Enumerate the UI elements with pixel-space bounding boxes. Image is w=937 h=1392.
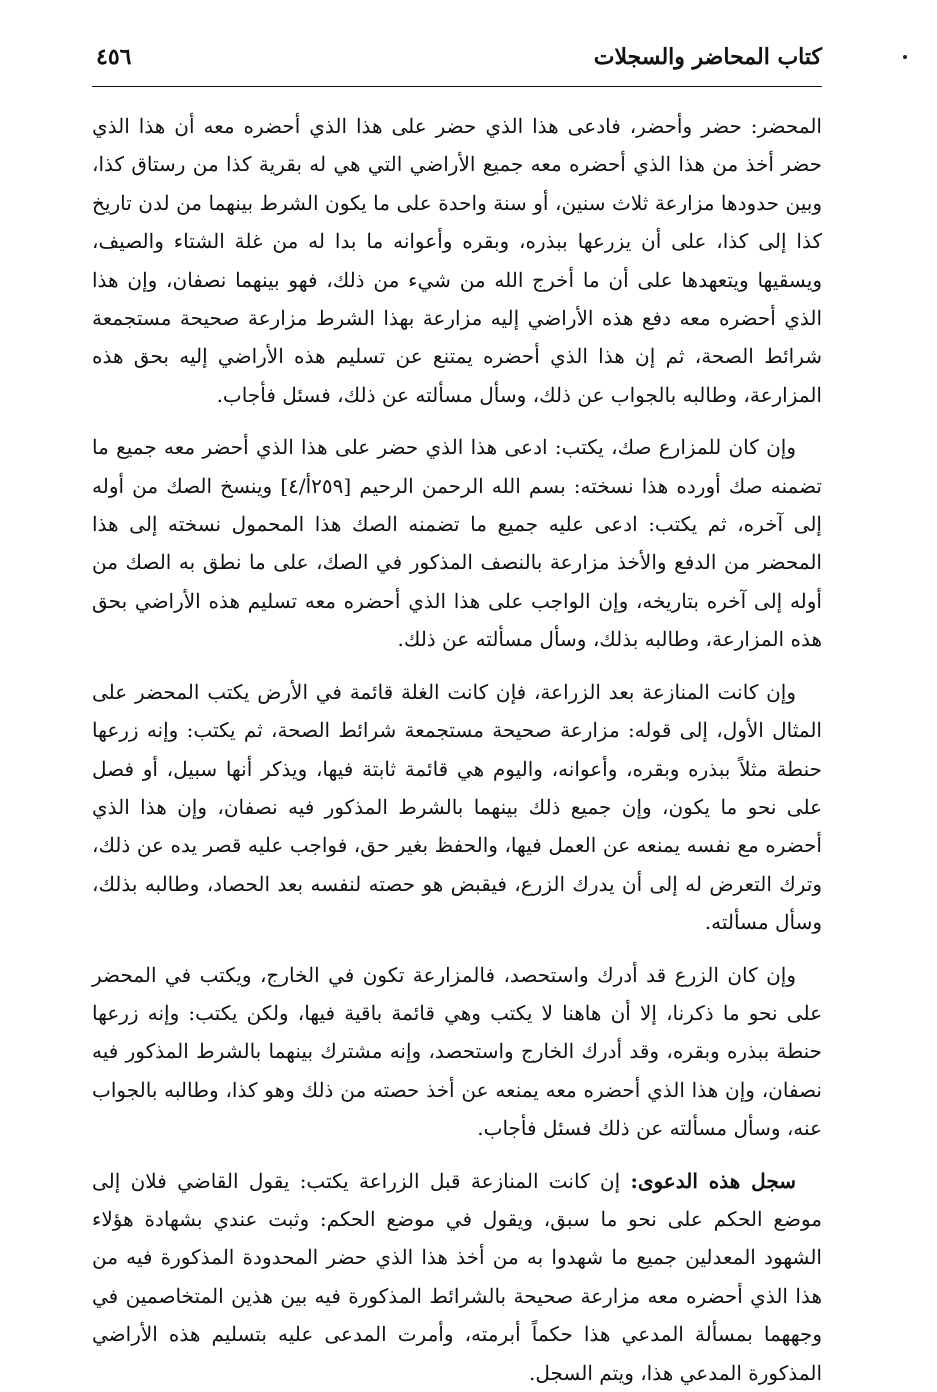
paragraph-text: وإن كان للمزارع صك، يكتب: ادعى هذا الذي حضر على هذا الذي أحضر معه جميع ما تضمنه صك أورده هذا نسخته: بسم الله الرحمن الرحيم [٢٥٩أ/٤] وينسخ الصك من أوله إلى آخره، ثم يكتب: ادعى عليه جميع ما تضمنه الصك هذا المحمول نسخته إلى هذا المحضر من الدفع والأخذ مزارعة بالنصف المذكور في الصك، على ما نطق به الصك من أوله إلى آخره بتاريخه، وإن الواجب على هذا الذي أحضره معه تسليم هذه الأراضي بحق هذه المزارعة، وطالبه بذلك، وسأل مسألته عن ذلك. bbox=[92, 435, 822, 652]
body-text bbox=[92, 107, 822, 1392]
paragraph-2 bbox=[92, 428, 822, 658]
paragraph-text: وإن كان الزرع قد أدرك واستحصد، فالمزارعة تكون في الخارج، ويكتب في المحضر على نحو ما ذكرنا، إلا أن هاهنا لا يكتب وهي قائمة باقية فيها، ولكن يكتب: وإنه زرعها حنطة ببذره وبقره، وقد أدرك الخارج واستحصد، وإنه مشترك بينهما بالشرط المذكور فيه نصفان، وإن هذا الذي أحضره معه يمنعه عن أخذ حصته من ذلك وهو كذا، وطالبه بالجواب عنه، وسأل مسألته عن ذلك فسئل فأجاب. bbox=[92, 962, 822, 1141]
paragraph-3 bbox=[92, 673, 822, 942]
page bbox=[92, 40, 822, 1385]
paragraph-5 bbox=[92, 1162, 822, 1392]
paragraph-text: المحضر: حضر وأحضر، فادعى هذا الذي حضر على هذا الذي أحضره معه أن هذا الذي حضر أخذ من هذا الذي أحضره معه جميع الأراضي التي هي له بقرية كذا من رستاق كذا، وبين حدودها مزارعة ثلاث سنين، أو سنة واحدة على ما يكون الشرط بينهما من لدن تاريخ كذا إلى كذا، على أن يزرعها ببذره، وبقره وأعوانه ما بدا له من غلة الشتاء والصيف، ويسقيها ويتعهدها على أن ما أخرج الله من شيء من ذلك، فهو بينهما نصفان، وإن هذا الذي أحضره معه دفع هذه الأراضي إليه مزارعة بهذا الشرط مزارعة صحيحة مستجمعة شرائط الصحة، ثم إن هذا الذي أحضره يمتنع عن تسليم هذه الأراضي إليه بحق هذه المزارعة، وطالبه بالجواب عن ذلك، وسأل مسألته عن ذلك، فسئل فأجاب. bbox=[92, 114, 822, 407]
paragraph-1 bbox=[92, 107, 822, 414]
paragraph-4 bbox=[92, 956, 822, 1148]
page-number: ٤٥٦ bbox=[96, 44, 132, 70]
section-heading: سجل هذه الدعوى: bbox=[630, 1168, 797, 1193]
margin-dot bbox=[903, 55, 907, 59]
paragraph-text: وإن كانت المنازعة بعد الزراعة، فإن كانت الغلة قائمة في الأرض يكتب المحضر على المثال الأول، إلى قوله: مزارعة صحيحة مستجمعة شرائط الصحة، ثم يكتب: وإنه زرعها حنطة مثلاً ببذره وبقره، وأعوانه، واليوم هي قائمة ثابتة فيها، ويذكر أنها سبيل، أو فصل على نحو ما يكون، وإن جميع ذلك بينهما بالشرط المذكور فيه نصفان، وإن هذا الذي أحضره مع نفسه يمنعه عن العمل فيها، والحفظ بغير حق، فواجب عليه قصر يده عن ذلك، وترك التعرض له إلى أن يدرك الزرع، فيقبض هو حصته لنفسه بعد الحصاد، وطالبه بذلك، وسأل مسألته. bbox=[92, 679, 822, 935]
page-header bbox=[92, 40, 822, 87]
paragraph-text: إن كانت المنازعة قبل الزراعة يكتب: يقول القاضي فلان إلى موضع الحكم على نحو ما سبق، ويقول في موضع الحكم: وثبت عندي بشهادة هؤلاء الشهود المعدلين جميع ما شهدوا به من أخذ هذا الذي حضر المحدودة المذكورة فيه من هذا الذي أحضره معه مزارعة صحيحة بالشرائط المذكورة فيه بين هذين المتخاصمين في وجههما بمسألة المدعي هذا حكماً أبرمته، وأمرت المدعى عليه بتسليم هذه الأراضي المذكورة المدعي هذا، ويتم السجل. bbox=[92, 1168, 822, 1385]
book-title: كتاب المحاضر والسجلات bbox=[593, 44, 822, 70]
